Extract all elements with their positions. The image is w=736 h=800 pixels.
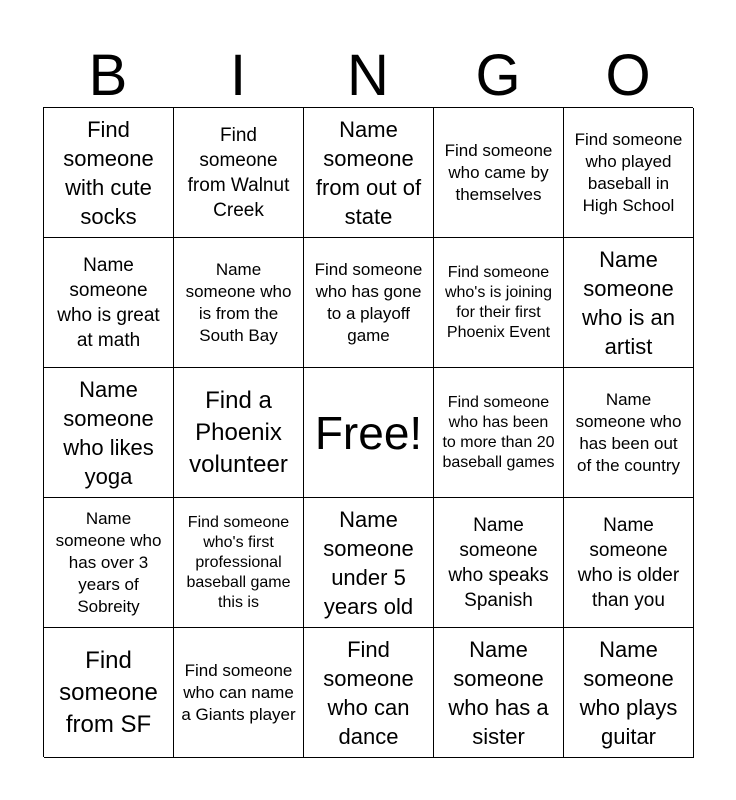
cell-text: Find someone who's first professional baseball game this is bbox=[186, 513, 291, 611]
bingo-cell-i1[interactable] bbox=[174, 108, 304, 238]
cell-text: Name someone who has been out of the country bbox=[575, 389, 682, 475]
cell-text: Name someone who likes yoga bbox=[63, 376, 154, 489]
cell-text: Find someone from SF bbox=[59, 646, 158, 738]
cell-text: Find someone who came by themselves bbox=[444, 140, 553, 204]
cell-text: Find someone who played baseball in High School bbox=[574, 129, 683, 215]
bingo-board bbox=[43, 107, 693, 757]
cell-text: Name someone who is great at math bbox=[57, 254, 160, 351]
cell-text: Find someone with cute socks bbox=[63, 116, 154, 229]
bingo-cell-o3[interactable] bbox=[564, 368, 694, 498]
bingo-cell-o2[interactable] bbox=[564, 238, 694, 368]
bingo-cell-b4[interactable] bbox=[44, 498, 174, 628]
header-letter-n: N bbox=[347, 43, 389, 108]
bingo-cell-g1[interactable] bbox=[434, 108, 564, 238]
bingo-cell-n3-free[interactable] bbox=[304, 368, 434, 498]
bingo-cell-o1[interactable] bbox=[564, 108, 694, 238]
bingo-cell-o4[interactable] bbox=[564, 498, 694, 628]
cell-text: Name someone who plays guitar bbox=[579, 636, 678, 749]
free-space-text: Free! bbox=[314, 406, 423, 459]
cell-text: Find someone who can name a Giants player bbox=[181, 660, 296, 724]
cell-text: Name someone who is older than you bbox=[577, 514, 680, 611]
cell-text: Find someone who can dance bbox=[323, 636, 414, 749]
bingo-cell-n5[interactable] bbox=[304, 628, 434, 758]
bingo-cell-i5[interactable] bbox=[174, 628, 304, 758]
bingo-cell-b1[interactable] bbox=[44, 108, 174, 238]
cell-text: Name someone from out of state bbox=[315, 116, 422, 229]
bingo-cell-g3[interactable] bbox=[434, 368, 564, 498]
bingo-cell-g2[interactable] bbox=[434, 238, 564, 368]
cell-text: Name someone under 5 years old bbox=[323, 506, 414, 619]
bingo-cell-i4[interactable] bbox=[174, 498, 304, 628]
cell-text: Name someone who speaks Spanish bbox=[448, 514, 549, 611]
cell-text: Find someone from Walnut Creek bbox=[187, 124, 290, 221]
bingo-cell-g5[interactable] bbox=[434, 628, 564, 758]
header-letter-o: O bbox=[605, 43, 651, 108]
bingo-cell-i3[interactable] bbox=[174, 368, 304, 498]
bingo-cell-b5[interactable] bbox=[44, 628, 174, 758]
bingo-cell-b2[interactable] bbox=[44, 238, 174, 368]
bingo-cell-i2[interactable] bbox=[174, 238, 304, 368]
bingo-cell-n4[interactable] bbox=[304, 498, 434, 628]
bingo-cell-o5[interactable] bbox=[564, 628, 694, 758]
header-letter-g: G bbox=[475, 43, 521, 108]
cell-text: Find a Phoenix volunteer bbox=[189, 386, 288, 478]
bingo-cell-b3[interactable] bbox=[44, 368, 174, 498]
cell-text: Name someone who has over 3 years of Sobreity bbox=[55, 508, 162, 616]
bingo-cell-g4[interactable] bbox=[434, 498, 564, 628]
bingo-cell-n2[interactable] bbox=[304, 238, 434, 368]
header-letter-b: B bbox=[88, 43, 128, 108]
bingo-cell-n1[interactable] bbox=[304, 108, 434, 238]
header-letter-i: I bbox=[229, 43, 247, 108]
cell-text: Find someone who has been to more than 20 baseball games bbox=[442, 393, 555, 471]
bingo-header bbox=[43, 45, 693, 107]
cell-text: Find someone who has gone to a playoff game bbox=[314, 259, 423, 345]
cell-text: Name someone who is an artist bbox=[582, 246, 675, 359]
cell-text: Find someone who's is joining for their first Phoenix Event bbox=[444, 263, 553, 341]
cell-text: Name someone who is from the South Bay bbox=[185, 259, 292, 345]
cell-text: Name someone who has a sister bbox=[448, 636, 549, 749]
